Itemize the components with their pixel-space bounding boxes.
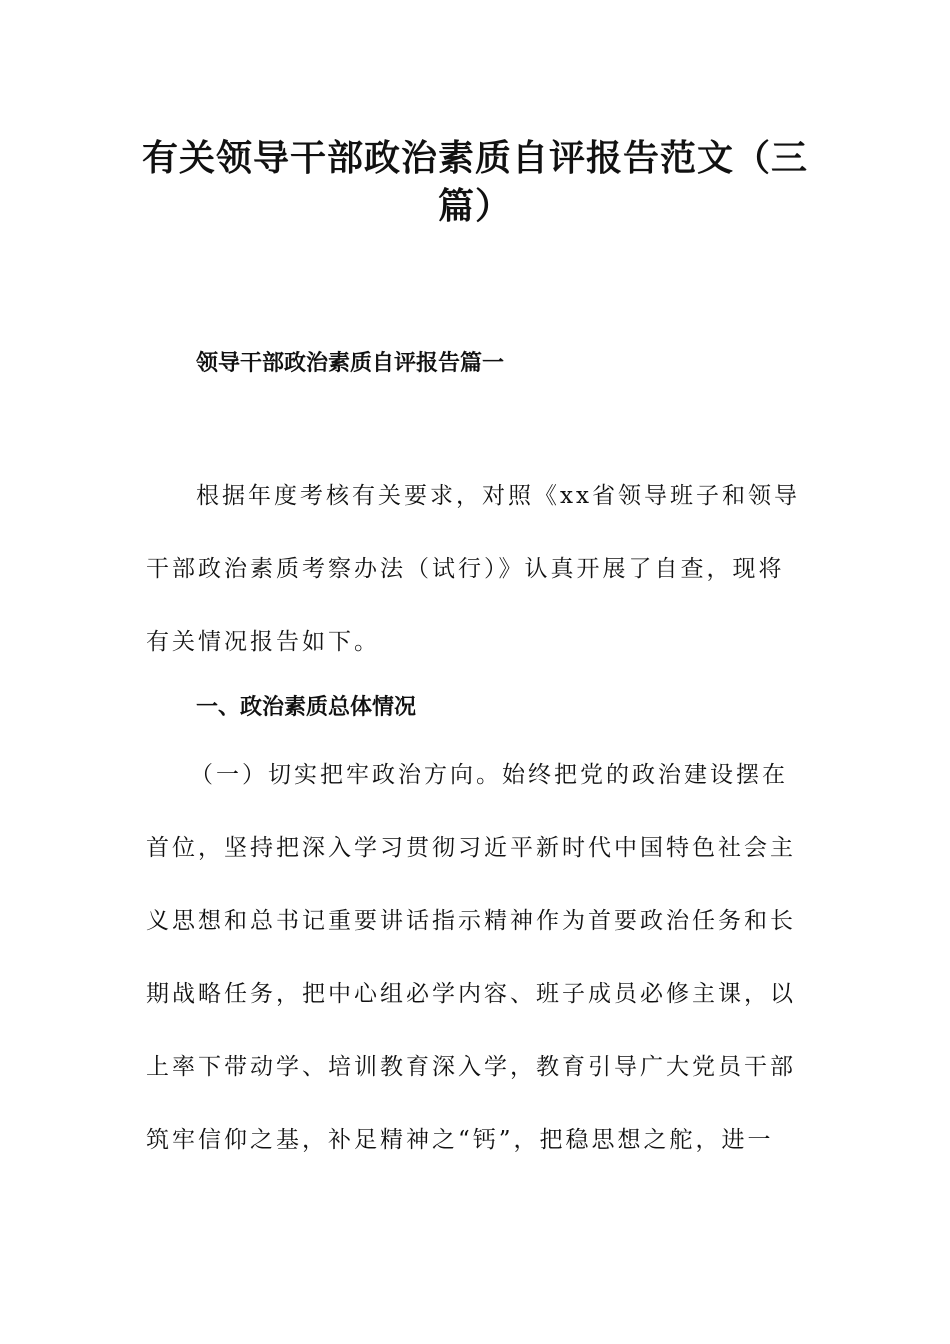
document-title-line-1: 有关领导干部政治素质自评报告范文（三 — [141, 138, 808, 179]
intro-line-1: 根据年度考核有关要求，对照《xx省领导班子和领导 — [196, 483, 800, 509]
body-line-5: 上率下带动学、培训教育深入学，教育引导广大党员干部 — [146, 1054, 796, 1080]
section-heading: 领导干部政治素质自评报告篇一 — [196, 351, 505, 376]
heading-1: 一、政治素质总体情况 — [196, 695, 417, 720]
intro-line-2: 干部政治素质考察办法（试行）》认真开展了自查，现将 — [146, 556, 785, 582]
document-title-line-2: 篇） — [437, 186, 512, 227]
body-line-1: （一）切实把牢政治方向。始终把党的政治建设摆在 — [190, 762, 788, 788]
intro-line-3: 有关情况报告如下。 — [146, 629, 380, 655]
body-line-4: 期战略任务，把中心组必学内容、班子成员必修主课，以 — [146, 981, 796, 1007]
body-line-6: 筑牢信仰之基，补足精神之“钙”，把稳思想之舵，进一 — [146, 1127, 774, 1153]
body-line-2: 首位，坚持把深入学习贯彻习近平新时代中国特色社会主 — [146, 835, 796, 861]
body-line-3: 义思想和总书记重要讲话指示精神作为首要政治任务和长 — [146, 908, 796, 934]
